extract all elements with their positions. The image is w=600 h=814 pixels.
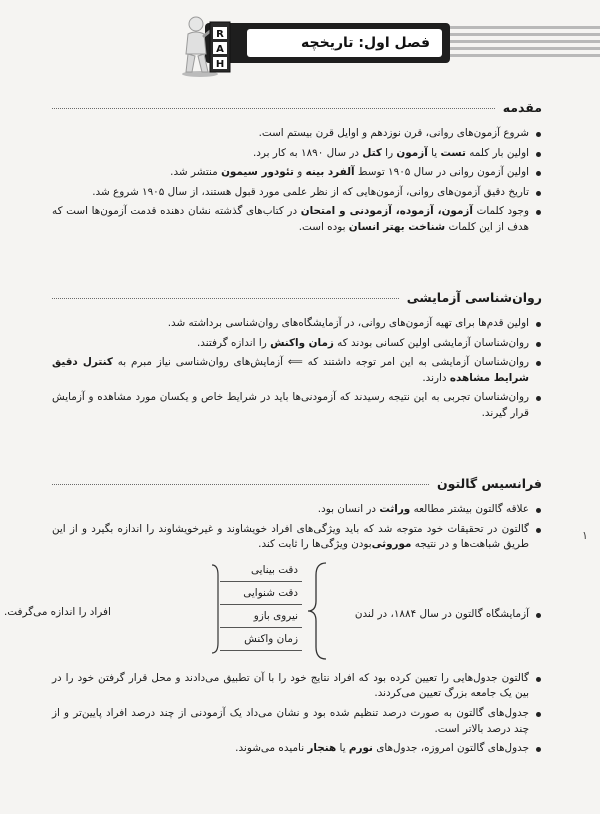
heading-divider <box>52 484 429 485</box>
list-item: دقت بینایی <box>220 559 302 582</box>
section-heading <box>52 288 542 308</box>
list-item: نیروی بازو <box>220 605 302 628</box>
margin-mark: ۱ <box>582 529 588 542</box>
section-heading <box>52 98 542 118</box>
heading-divider <box>52 108 495 109</box>
list-item: شروع آزمون‌های روانی، قرن نوزدهم و اوایل قرن بیستم است. <box>52 126 542 142</box>
galton-title: فرانسیس گالتون <box>436 475 542 491</box>
section-galton <box>4 474 542 761</box>
mascot-logo-icon <box>178 14 238 78</box>
list-item: جدول‌های گالتون به صورت درصد تنظیم شده بود و نشان می‌داد یک آزمودنی از چند درصد افراد پایین‌تر و از چند درصد بالاتر است. <box>52 706 542 737</box>
list-item: روان‌شناسان آزمایشی اولین کسانی بودند که زمان واکنش را اندازه گرفتند. <box>52 336 542 352</box>
list-item: اولین آزمون روانی در سال ۱۹۰۵ توسط آلفرد بینه و تئودور سیمون منتشر شد. <box>52 165 542 181</box>
galton-lab-result: افراد را اندازه می‌گرفت. <box>4 605 111 618</box>
galton-lab-label: آزمایشگاه گالتون در سال ۱۸۸۴، در لندن <box>355 607 529 623</box>
list-item: دقت شنوایی <box>220 582 302 605</box>
chapter-title: فصل اول: تاریخچه <box>301 34 430 51</box>
list-item: اولین بار کلمه تست یا آزمون را کتل در سال ۱۸۹۰ به کار برد. <box>52 146 542 162</box>
galton-lab-diagram <box>4 559 542 663</box>
list-item: تاریخ دقیق آزمون‌های روانی، آزمون‌هایی که از نظر علمی مورد قبول هستند، از سال ۱۹۰۵ شروع شد. <box>52 185 542 201</box>
list-item: اولین قدم‌ها برای تهیه آزمون‌های روانی، در آزمایشگاه‌های روان‌شناسی برداشته شد. <box>52 316 542 332</box>
svg-text:H: H <box>215 59 225 70</box>
list-item: روان‌شناسان تجربی به این نتیجه رسیدند که آزمودنی‌ها باید در شرایط خاص و یکسان مورد مشاهده و آزمایش قرار گیرند. <box>52 390 542 421</box>
section-experimental <box>52 288 542 426</box>
section-heading <box>52 474 542 494</box>
svg-text:A: A <box>216 44 224 55</box>
list-item: وجود کلمات آزمون، آزموده، آزمودنی و امتحان در کتاب‌های گذشته نشان دهنده قدمت آزمون‌ها است که هدف از این کلمات شناخت بهتر انسان بوده است. <box>52 204 542 235</box>
experimental-title: روان‌شناسی آزمایشی <box>406 289 542 305</box>
list-item: علاقه گالتون بیشتر مطالعه وراثت در انسان بود. <box>52 502 542 518</box>
svg-text:R: R <box>216 29 224 40</box>
list-item: گالتون جدول‌هایی را تعیین کرده بود که افراد نتایج خود را با آن تطبیق می‌دادند و محل قرار گرفتن خود را در بین یک جامعه بزرگ تعیین می‌کردند. <box>52 671 542 702</box>
brace-icon <box>306 559 328 663</box>
intro-title: مقدمه <box>502 99 542 115</box>
list-item: جدول‌های گالتون امروزه، جدول‌های نورم یا هنجار نامیده می‌شوند. <box>52 741 542 757</box>
bracket-icon <box>210 563 220 655</box>
section-intro <box>52 98 542 240</box>
galton-measures-list <box>220 559 302 651</box>
heading-divider <box>52 298 399 299</box>
list-item: روان‌شناسان آزمایشی به این امر توجه داشتند که ⟸ آزمایش‌های روان‌شناسی نیاز مبرم به کنترل دقیق شرایط مشاهده دارند. <box>52 355 542 386</box>
list-item: گالتون در تحقیقات خود متوجه شد که باید ویژگی‌های افراد خویشاوند و غیرخویشاوند را اندازه بگیرد و از این طریق شباهت‌ها و در نتیجه موروثی‌بودن ویژگی‌ها را ثابت کند. <box>52 522 542 553</box>
chapter-header <box>0 14 600 74</box>
list-item: زمان واکنش <box>220 628 302 651</box>
chapter-title-box <box>205 23 450 63</box>
